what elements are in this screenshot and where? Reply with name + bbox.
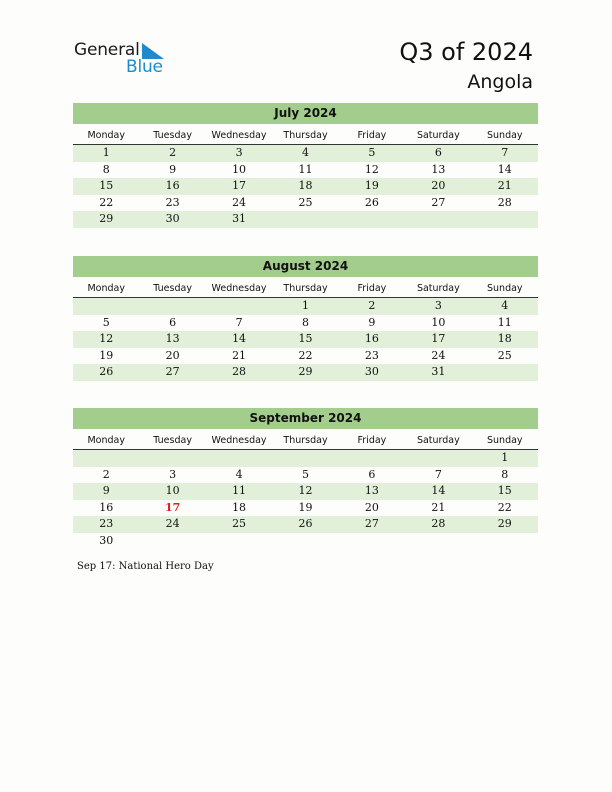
day-name: Thursday [283, 130, 328, 141]
day-cell: 20 [165, 348, 180, 362]
day-cell: 18 [232, 500, 247, 514]
day-cell: 25 [298, 195, 313, 209]
day-cell: 4 [235, 467, 243, 481]
day-cell: 12 [364, 162, 379, 176]
week-row [73, 467, 538, 484]
week-row [73, 211, 538, 228]
day-cell [272, 450, 338, 467]
day-cell: 20 [364, 500, 379, 514]
day-name: Tuesday [153, 283, 192, 294]
day-name: Wednesday [211, 130, 267, 141]
month-august [73, 256, 538, 381]
day-cell: 12 [298, 484, 313, 497]
day-name: Friday [357, 130, 387, 141]
day-cell: 31 [232, 212, 247, 225]
day-cell: 26 [364, 195, 379, 209]
day-cell [472, 211, 538, 228]
day-cell: 27 [165, 365, 180, 378]
day-cell: 19 [99, 348, 114, 362]
day-cell: 30 [99, 533, 114, 547]
day-cell [405, 211, 471, 228]
month-july [73, 103, 538, 228]
day-names-row [73, 124, 538, 145]
day-cell: 10 [431, 315, 446, 329]
day-cell: 8 [501, 467, 509, 481]
day-cell [272, 211, 338, 228]
day-name: Tuesday [153, 130, 192, 141]
day-cell: 21 [232, 348, 247, 362]
week-row [73, 162, 538, 179]
week-row [73, 145, 538, 162]
day-cell: 16 [364, 332, 379, 345]
generalblue-logo [74, 40, 184, 80]
day-cell: 9 [169, 162, 177, 176]
day-cell [405, 533, 471, 550]
day-cell [206, 533, 272, 550]
day-cell [73, 450, 139, 467]
week-row [73, 516, 538, 533]
day-cell: 1 [102, 146, 110, 159]
day-cell: 28 [232, 365, 247, 378]
day-cell: 11 [497, 315, 512, 329]
day-cell: 22 [298, 348, 313, 362]
week-row [73, 483, 538, 500]
month-title: July 2024 [73, 103, 538, 124]
day-name: Sunday [487, 130, 523, 141]
day-cell: 11 [232, 484, 247, 497]
day-cell: 13 [431, 162, 446, 176]
day-cell: 22 [99, 195, 114, 209]
week-row [73, 533, 538, 550]
day-cell: 25 [232, 517, 247, 530]
day-cell: 20 [431, 179, 446, 192]
day-cell: 14 [497, 162, 512, 176]
day-cell: 7 [235, 315, 243, 329]
day-cell: 21 [431, 500, 446, 514]
day-name: Monday [87, 283, 125, 294]
week-row [73, 195, 538, 212]
day-cell [339, 211, 405, 228]
week-row [73, 331, 538, 348]
day-cell: 23 [165, 195, 180, 209]
week-row [73, 348, 538, 365]
day-cell: 4 [301, 146, 309, 159]
logo-text-blue: Blue [126, 57, 163, 77]
day-cell: 17 [431, 332, 446, 345]
day-cell: 6 [169, 315, 177, 329]
day-cell [206, 450, 272, 467]
week-row [73, 450, 538, 467]
day-cell: 22 [497, 500, 512, 514]
day-name: Wednesday [211, 435, 267, 446]
day-cell: 7 [434, 467, 442, 481]
day-cell: 3 [235, 146, 243, 159]
day-cell [405, 450, 471, 467]
month-title: September 2024 [73, 408, 538, 429]
holiday-note: Sep 17: National Hero Day [77, 561, 214, 572]
day-name: Tuesday [153, 435, 192, 446]
day-cell: 25 [497, 348, 512, 362]
day-cell: 23 [99, 517, 114, 530]
day-cell: 18 [497, 332, 512, 345]
day-cell [472, 364, 538, 381]
day-name: Thursday [283, 435, 328, 446]
day-name: Sunday [487, 435, 523, 446]
day-cell: 30 [165, 212, 180, 225]
day-cell: 3 [169, 467, 177, 481]
day-cell: 4 [501, 299, 509, 312]
day-cell: 5 [301, 467, 309, 481]
day-cell: 16 [99, 500, 114, 514]
day-cell: 6 [434, 146, 442, 159]
page-header [0, 0, 612, 100]
day-cell: 24 [232, 195, 247, 209]
day-cell: 29 [497, 517, 512, 530]
day-cell [472, 533, 538, 550]
page-title: Q3 of 2024 [399, 38, 533, 66]
day-cell: 17 [232, 179, 247, 192]
day-cell: 28 [497, 195, 512, 209]
holiday-day-cell: 17 [164, 500, 181, 514]
day-cell [339, 450, 405, 467]
logo-text-general: General [74, 40, 140, 60]
day-cell: 2 [368, 299, 376, 312]
day-cell: 27 [431, 195, 446, 209]
day-cell: 19 [364, 179, 379, 192]
day-name: Sunday [487, 283, 523, 294]
day-cell: 15 [497, 484, 512, 497]
country-name: Angola [467, 71, 533, 93]
day-cell: 9 [102, 484, 110, 497]
day-name: Monday [87, 435, 125, 446]
day-cell: 30 [364, 365, 379, 378]
day-cell: 21 [497, 179, 512, 192]
day-name: Monday [87, 130, 125, 141]
day-cell: 7 [501, 146, 509, 159]
day-cell: 31 [431, 365, 446, 378]
day-cell: 29 [99, 212, 114, 225]
day-cell [73, 298, 139, 315]
day-names-row [73, 277, 538, 298]
month-title: August 2024 [73, 256, 538, 277]
day-name: Saturday [416, 435, 460, 446]
day-cell: 19 [298, 500, 313, 514]
week-row [73, 298, 538, 315]
day-cell: 2 [169, 146, 177, 159]
day-cell: 26 [298, 517, 313, 530]
day-cell: 8 [301, 315, 309, 329]
day-cell: 12 [99, 332, 114, 345]
day-cell: 3 [434, 299, 442, 312]
day-cell: 2 [102, 467, 110, 481]
day-cell: 24 [165, 517, 180, 530]
day-cell: 10 [165, 484, 180, 497]
week-row [73, 178, 538, 195]
day-cell: 13 [165, 332, 180, 345]
week-row [73, 500, 538, 517]
day-cell [139, 298, 205, 315]
day-cell: 8 [102, 162, 110, 176]
day-name: Friday [357, 283, 387, 294]
day-cell: 28 [431, 517, 446, 530]
day-cell: 15 [298, 332, 313, 345]
week-row [73, 364, 538, 381]
day-name: Wednesday [211, 283, 267, 294]
day-cell: 5 [368, 146, 376, 159]
day-name: Friday [357, 435, 387, 446]
day-cell: 11 [298, 162, 313, 176]
day-cell: 5 [102, 315, 110, 329]
day-cell: 10 [232, 162, 247, 176]
day-cell [272, 533, 338, 550]
day-cell: 18 [298, 179, 313, 192]
month-september [73, 408, 538, 549]
day-cell: 1 [501, 451, 509, 464]
day-cell: 13 [364, 484, 379, 497]
day-cell: 6 [368, 467, 376, 481]
day-cell: 29 [298, 365, 313, 378]
day-cell: 14 [431, 484, 446, 497]
day-names-row [73, 429, 538, 450]
day-cell: 27 [364, 517, 379, 530]
day-cell [139, 450, 205, 467]
day-name: Thursday [283, 283, 328, 294]
day-cell [206, 298, 272, 315]
day-cell [139, 533, 205, 550]
day-cell: 24 [431, 348, 446, 362]
day-cell [339, 533, 405, 550]
day-cell: 14 [232, 332, 247, 345]
day-name: Saturday [416, 130, 460, 141]
day-cell: 1 [301, 299, 309, 312]
day-cell: 23 [364, 348, 379, 362]
week-row [73, 315, 538, 332]
day-cell: 16 [165, 179, 180, 192]
day-cell: 15 [99, 179, 114, 192]
day-cell: 26 [99, 365, 114, 378]
day-cell: 9 [368, 315, 376, 329]
day-name: Saturday [416, 283, 460, 294]
